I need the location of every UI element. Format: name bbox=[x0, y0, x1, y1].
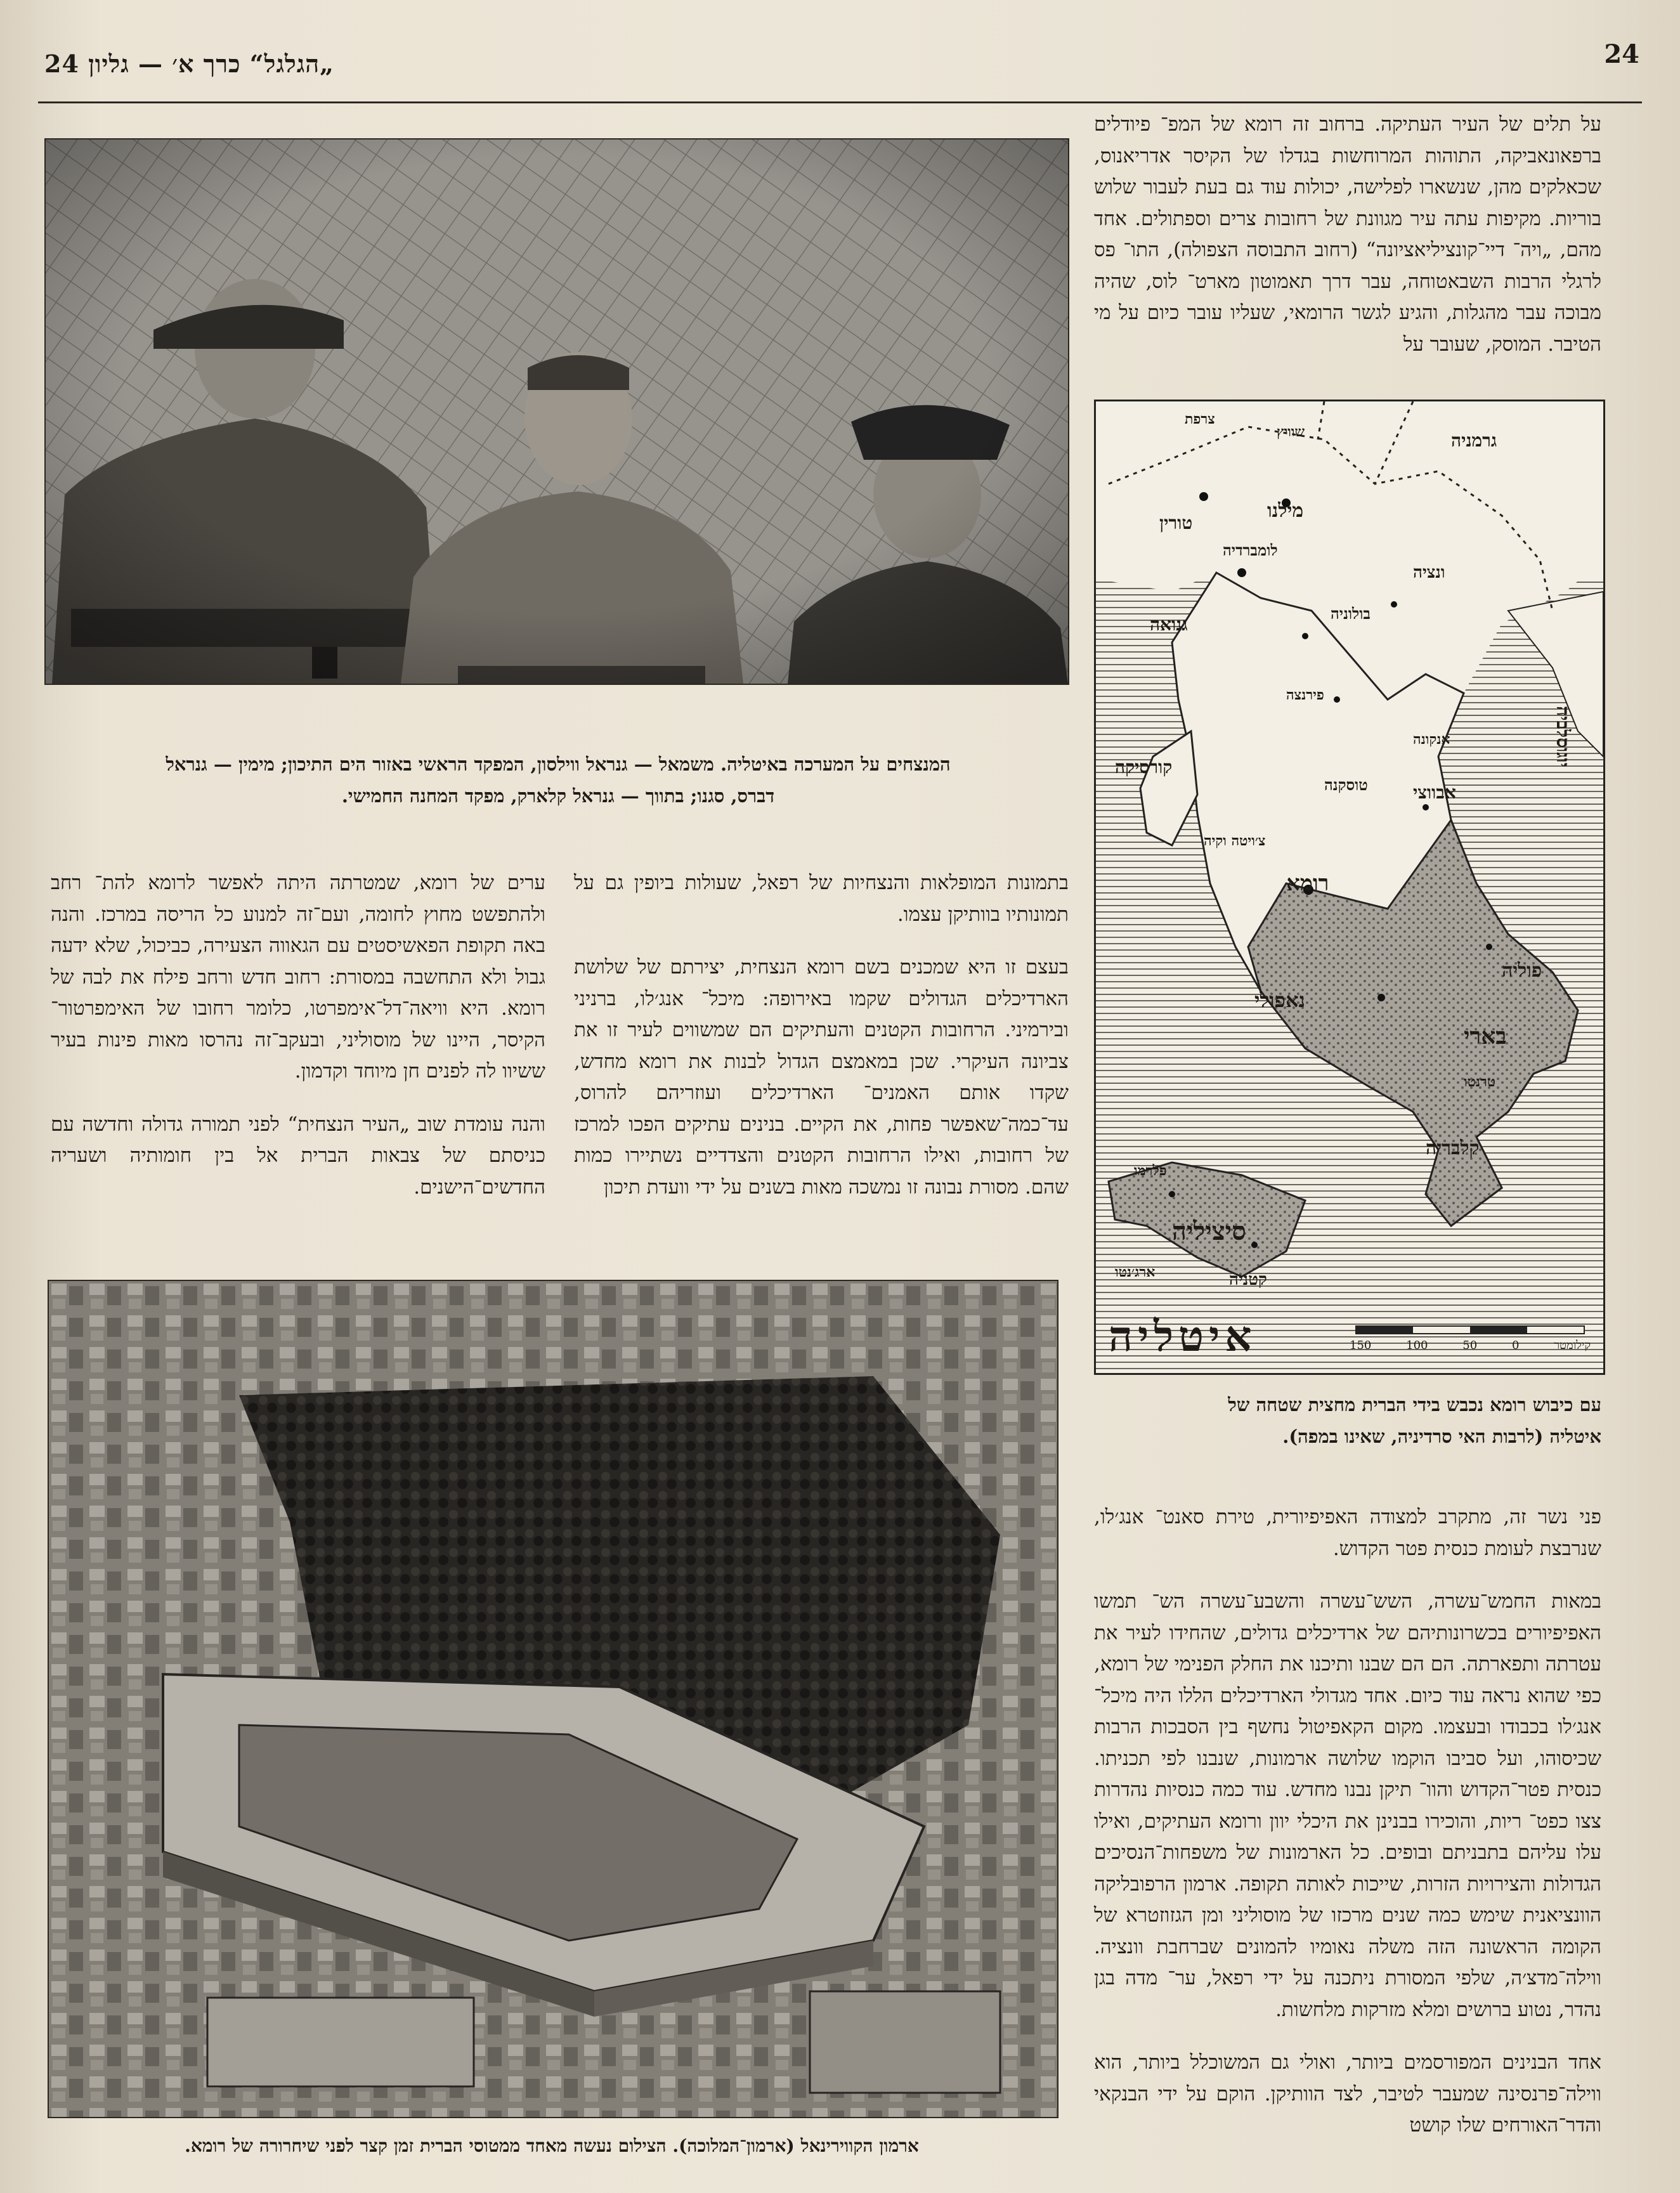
article-paragraph: פני נשר זה, מתקרב למצודה האפיפיורית, טירת סאנט־ אנג׳לו, שנרבצת לעומת כנסית פטר הקדוש. bbox=[1094, 1506, 1601, 1560]
map-label: גנואה bbox=[1150, 614, 1188, 635]
map-label: אבווצי bbox=[1413, 782, 1456, 803]
map-label: סיציליה bbox=[1172, 1216, 1246, 1246]
map-label: קלבריה bbox=[1426, 1137, 1480, 1159]
map-label: טורין bbox=[1159, 512, 1193, 533]
scale-tick: 150 bbox=[1350, 1339, 1372, 1352]
right-column-top bbox=[1094, 109, 1601, 382]
caption-line: עם כיבוש רומא נכבש בידי הברית מחצית שטחה של bbox=[1228, 1394, 1601, 1415]
article-paragraph: והנה עומדת שוב „העיר הנצחית“ לפני תמורה גדולה וחדשה עם כניסתם של צבאות הברית אל בין חומותיה ושעריה החדשים־הישנים. bbox=[51, 1112, 545, 1199]
map-label: אנקונה bbox=[1413, 731, 1450, 748]
page-number: 24 bbox=[1604, 39, 1639, 69]
map-label: פירנצה bbox=[1286, 687, 1324, 703]
map-label: מילנו bbox=[1267, 500, 1304, 522]
article-paragraph: אחד הבנינים המפורסמים ביותר, ואולי גם המשוכלל ביותר, הוא ווילה־פרנסינה שמעבר לטיבר, לצד הוותיקן. הוקם על ידי הבנקאי והדר־האורחים שלו קושט bbox=[1094, 2051, 1601, 2137]
scale-unit: קילומטר bbox=[1554, 1339, 1591, 1352]
article-paragraph: בתמונות המופלאות והנצחיות של רפאל, שעולות ביופין גם על תמונותיו בוותיקן עצמו. bbox=[574, 871, 1069, 926]
photo-three-generals-icon bbox=[46, 140, 1068, 684]
map-label: טוסקנה bbox=[1324, 776, 1368, 794]
map-label: בולוניה bbox=[1331, 604, 1371, 623]
map-label: טרנטו bbox=[1464, 1074, 1496, 1090]
scale-tick: 50 bbox=[1462, 1339, 1478, 1352]
photo-palace-caption: ארמון הקווירינאל (ארמון־המלוכה). הצילום נעשה מאחד ממטוסי הברית זמן קצר לפני שיחרורה של רומא. bbox=[185, 2135, 919, 2156]
map-label: שוויץ bbox=[1277, 424, 1305, 440]
article-paragraph: בעצם זו היא שמכנים בשם רומא הנצחית, יצירתם של שלושת הארדיכלים הגדולים שקמו באירופה: מיכל־ אנג׳לו, ברניני ובירמיני. הרחובות הקטנים והעתיקים הם שמשווים לעיר זו את צביונה העיקרי. שכן במאמצם הגדול לבנות את רומא מחדש, שקדו אותם האמנים־ הארדיכלים ועוזריהם להרוס, עד־כמה־שאפשר פחות, את הקיים. בנינים עתיקים הפכו למרכז של רחובות, ואילו הרחובות הקטנים והצדדיים נשתיירו כמות שהם. מסורת נבונה זו נמשכה מאות בשנים על ידי וועדת תיכון bbox=[574, 956, 1069, 1199]
map-label: ארג׳נטו bbox=[1115, 1264, 1156, 1280]
map-label: צ׳ויטה וקיה bbox=[1204, 833, 1266, 849]
photo-generals-caption bbox=[51, 748, 1065, 812]
scale-tick: 0 bbox=[1511, 1339, 1520, 1352]
middle-column bbox=[574, 868, 1069, 1225]
map-label: צרפת bbox=[1185, 411, 1215, 427]
map-label: גרמניה bbox=[1451, 430, 1497, 451]
caption-line: דברס, סגנו; בתווך — גנראל קלארק, מפקד המחנה החמישי. bbox=[341, 785, 775, 807]
map-label: רומא bbox=[1286, 871, 1329, 896]
right-column-bottom bbox=[1094, 1502, 1601, 2163]
map-label: קטניה bbox=[1229, 1270, 1267, 1289]
map-label: נאפולי bbox=[1254, 988, 1305, 1012]
map-caption bbox=[1094, 1389, 1601, 1452]
left-column bbox=[51, 868, 545, 1225]
map-label: קורסיקה bbox=[1115, 757, 1173, 778]
photo-aerial-quirinal-palace-icon bbox=[49, 1281, 1057, 2117]
photo-palace bbox=[48, 1280, 1058, 2118]
running-header: „הגלגל“ כרך א׳ — גליון 24 bbox=[44, 49, 335, 78]
map-label: לומברדיה bbox=[1223, 541, 1278, 559]
caption-line: איטליה (לרבות האי סרדיניה, שאינו במפה). bbox=[1282, 1426, 1601, 1447]
scale-tick: 100 bbox=[1406, 1339, 1428, 1352]
map-label: פוליה bbox=[1502, 960, 1542, 982]
map-title: איטליה bbox=[1109, 1311, 1257, 1361]
map-label: יוגוסלביה bbox=[1553, 706, 1573, 767]
map-label: בארי bbox=[1464, 1023, 1507, 1050]
map-label: פלרמו bbox=[1134, 1162, 1167, 1179]
photo-generals bbox=[44, 138, 1069, 685]
caption-line: המנצחים על המערכה באיטליה. משמאל — גנראל ווילסון, המפקד הראשי באזור הים התיכון; מימין — גנראל bbox=[166, 753, 951, 775]
article-paragraph: במאות החמש־עשרה, השש־עשרה והשבע־עשרה הש־ תמשו האפיפיורים בכשרונותיהם של ארדיכלים גדולים, שהחידו לעיר את עטרתה ותפארתה. הם הם שבנו ותיכנו את החלק הפנימי של רומא, כפי שהוא נראה עוד כיום. אחד מגדולי הארדיכלים הללו היה מיכל־ אנג׳לו בכבודו ובעצמו. מקום הקאפיטול נחשף בין הסבכות הרבות שכיסוהו, ועל סביבו הוקמו שלושה ארמונות, שנבנו לפי תכניתו. כנסית פטר־הקדוש והוו־ תיקן נבנו מחדש. עוד כמה כנסיות נהדרות צצו כפט־ ריות, והוכירו בבנינן את היכלי יוון ורומא העתיקים, ואילו עלו עליהם בתבניתם ובופים. כל הארמונות של משפחות־הנסיכים הגדולות והצירויות הזרות, שייכות לאותה תקופה. ארמון הרפובליקה הוונציאנית שימש כמה שנים מרכזו של מוסוליני ומן הגזוזטרא של הקומה הראשונה הזה משלה נאומיו להמונים שברחבת וונציה. ווילה־מדצ׳ה, שלפי המסורת ניתכנה על ידי רפאל, ער־ מדה בגן נהדר, נטוע ברושים ומלא מזרקות מלחשות. bbox=[1094, 1590, 1601, 2021]
header-rule bbox=[38, 101, 1642, 103]
article-paragraph: על תלים של העיר העתיקה. ברחוב זה רומא של המפ־ פיודלים ברפאונאביקה, התוהות המרוחשות בגדלו של הקיסר אדריאנוס, שכאלקים מהן, שנשארו לפלישה, יכולות עוד גם בעת לעבור שלוש בוריות. מקיפות עתה עיר מגוונת של רחובות צרים וספתולים. אחד מהם, „ויה־ דיי־קונציליאציונה“ (רחוב התבוסה הצפולה), התו־ פס לרגלי הרבות השבאטוחה, עבר דרך תאמוטון מארט־ לוס, שהיה מבוכה עבר מהגלות, והגיע לגשר הרומאי, שעליו עובר כיום על מי הטיבר. המוסק, שעובר על bbox=[1094, 113, 1601, 356]
map-label: ונציה bbox=[1413, 563, 1445, 582]
map-scale bbox=[1350, 1321, 1591, 1359]
article-paragraph: ערים של רומא, שמטרתה היתה לאפשר לרומא להת־ רחב ולהתפשט מחוץ לחומה, ועם־זה למנוע כל הריסה במרכז. והנה באה תקופת הפאשיסטים עם הגאווה הצעירה, כביכול, שלא ידעה גבול ולא התחשבה במסורת: רחוב חדש ורחב פילח את לבה של רומא. היא וויאה־דל־אימפרטו, כלומר רחובו של האימפרטור־ הקיסר, היינו של מוסוליני, ובעקב־זה נהרסו מאות פינות בעיר ששיוו לה לפנים חן מיוחד וקדמון. bbox=[51, 871, 545, 1083]
italy-map bbox=[1094, 400, 1605, 1375]
